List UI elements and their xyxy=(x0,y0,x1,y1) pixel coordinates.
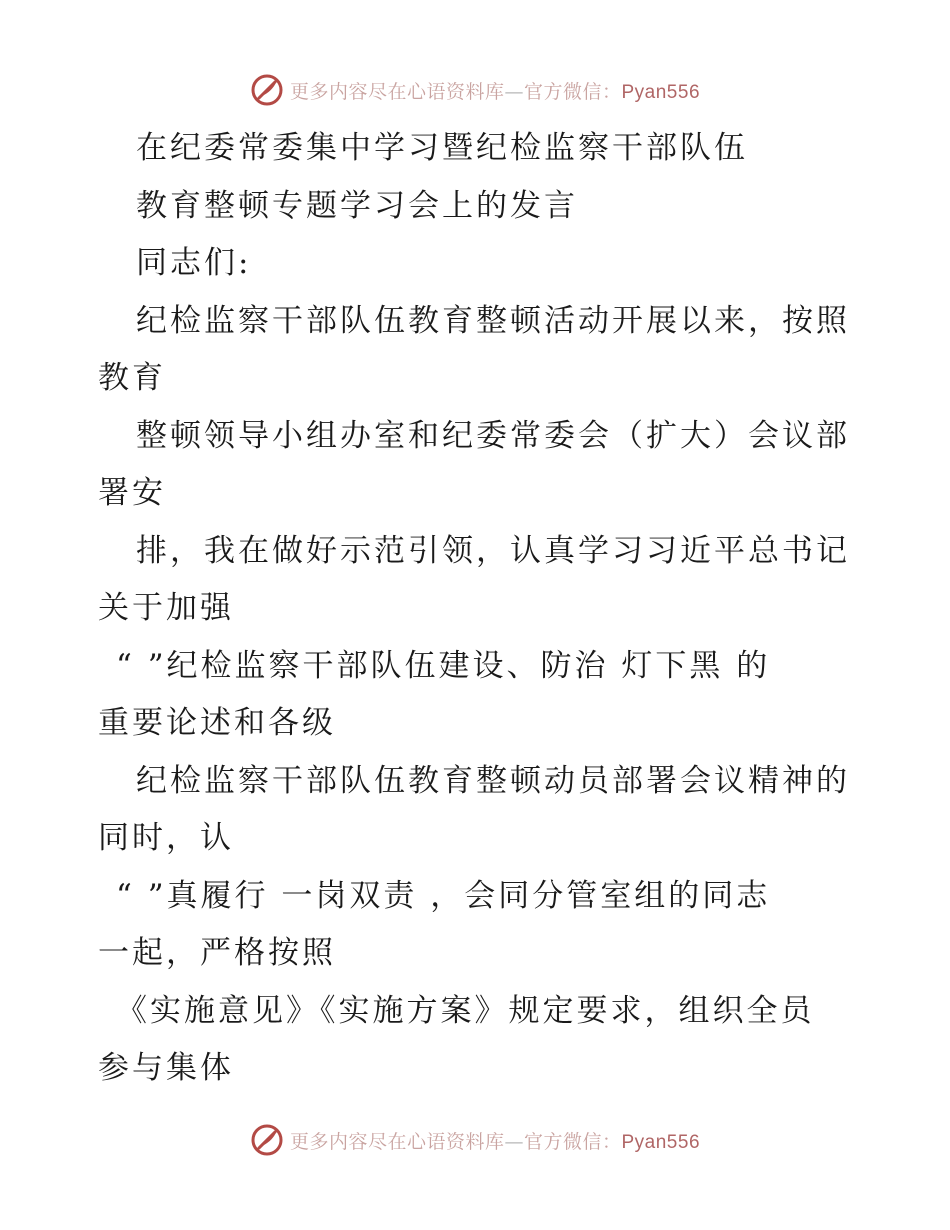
paragraph-line: 《实施意见》《实施方案》规定要求，组织全员 xyxy=(116,992,815,1029)
header-watermark xyxy=(0,70,950,110)
footer-watermark xyxy=(0,1120,950,1160)
paragraph-line: 纪检监察干部队伍教育整顿动员部署会议精神的 xyxy=(136,762,850,799)
paragraph-line: 同时，认 xyxy=(98,820,234,856)
paragraph-line: 署安 xyxy=(98,475,166,511)
salutation: 同志们: xyxy=(136,245,252,281)
paragraph-line: 参与集体 xyxy=(98,1050,234,1086)
paragraph-line: 排，我在做好示范引领，认真学习习近平总书记 xyxy=(136,532,850,569)
paragraph-line: 纪检监察干部队伍教育整顿活动开展以来，按照 xyxy=(136,302,850,339)
title-line-2: 教育整顿专题学习会上的发言 xyxy=(136,187,578,224)
document-body xyxy=(98,120,850,1098)
title-line-1: 在纪委常委集中学习暨纪检监察干部队伍 xyxy=(136,130,748,166)
paragraph-line: “ ”真履行 一岗双责 ，会同分管室组的同志 xyxy=(116,877,771,914)
paragraph-line: 整顿领导小组办室和纪委常委会（扩大）会议部 xyxy=(136,417,850,454)
feather-logo-icon xyxy=(250,1123,284,1157)
paragraph-line: 一起，严格按照 xyxy=(98,935,336,971)
watermark-text: 更多内容尽在心语资料库—官方微信：Pyan556 xyxy=(289,80,701,103)
feather-logo-icon xyxy=(250,73,284,107)
watermark-text: 更多内容尽在心语资料库—官方微信：Pyan556 xyxy=(289,1130,701,1153)
paragraph-line: 重要论述和各级 xyxy=(98,705,336,741)
paragraph-line: 关于加强 xyxy=(98,590,234,626)
paragraph-line: “ ”纪检监察干部队伍建设、防治 灯下黑 的 xyxy=(116,647,771,684)
paragraph-line: 教育 xyxy=(98,360,166,396)
